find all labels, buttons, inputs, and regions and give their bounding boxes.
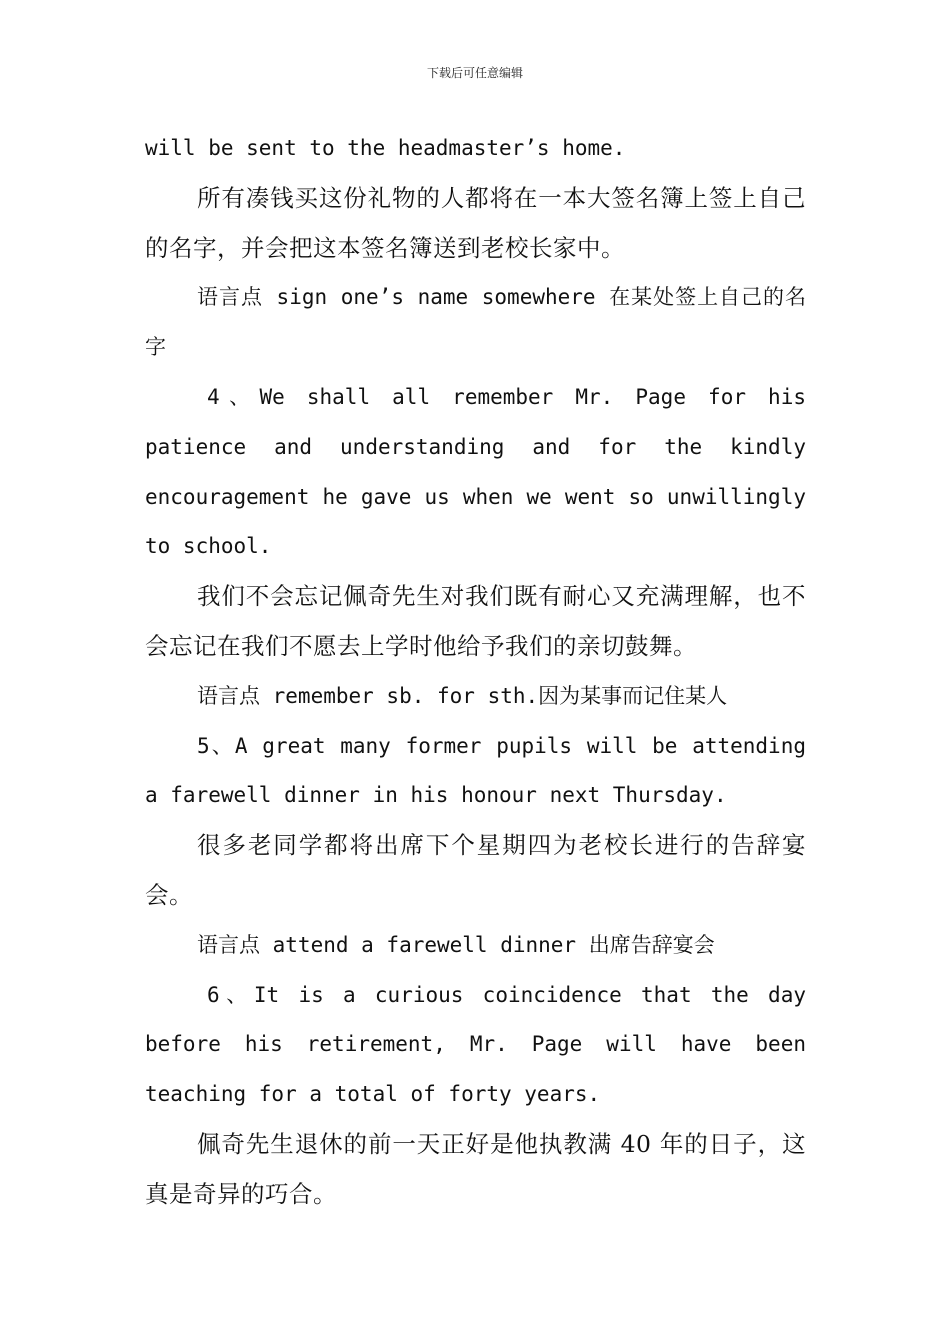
paragraph-5-translation: 我们不会忘记佩奇先生对我们既有耐心又充满理解，也不会忘记在我们不愿去上学时他给予我们的亲切鼓舞。 — [145, 582, 806, 660]
paragraph-3-language-point: 语言点 sign one’s name somewhere 在某处签上自己的名字 — [145, 285, 806, 360]
paragraph-11-translation: 佩奇先生退休的前一天正好是他执教满 40 年的日子，这真是奇异的巧合。 — [145, 1129, 806, 1208]
paragraph-6-language-point: 语言点 remember sb. for sth.因为某事而记住某人 — [197, 683, 728, 708]
paragraph-10-sentence: 6、It is a curious coincidence that the day before his retirement, Mr. Page will have been teaching for a total of forty years. — [145, 982, 806, 1107]
paragraph-4-sentence: 4、We shall all remember Mr. Page for his patience and understanding and for the kindly encouragement he gave us when we went so unwillingly to school. — [145, 384, 806, 559]
paragraph-2-translation: 所有凑钱买这份礼物的人都将在一本大签名簿上签上自己的名字，并会把这本签名簿送到老校长家中。 — [145, 183, 806, 262]
paragraph-7-sentence: 5、A great many former pupils will be attending a farewell dinner in his honour next Thursday. — [145, 733, 806, 808]
document-body — [145, 124, 806, 1220]
paragraph-9-language-point: 语言点 attend a farewell dinner 出席告辞宴会 — [197, 932, 715, 957]
paragraph-1: will be sent to the headmaster’s home. — [145, 136, 626, 160]
page-header: 下载后可任意编辑 — [426, 66, 523, 80]
paragraph-8-translation: 很多老同学都将出席下个星期四为老校长进行的告辞宴会。 — [145, 831, 806, 909]
